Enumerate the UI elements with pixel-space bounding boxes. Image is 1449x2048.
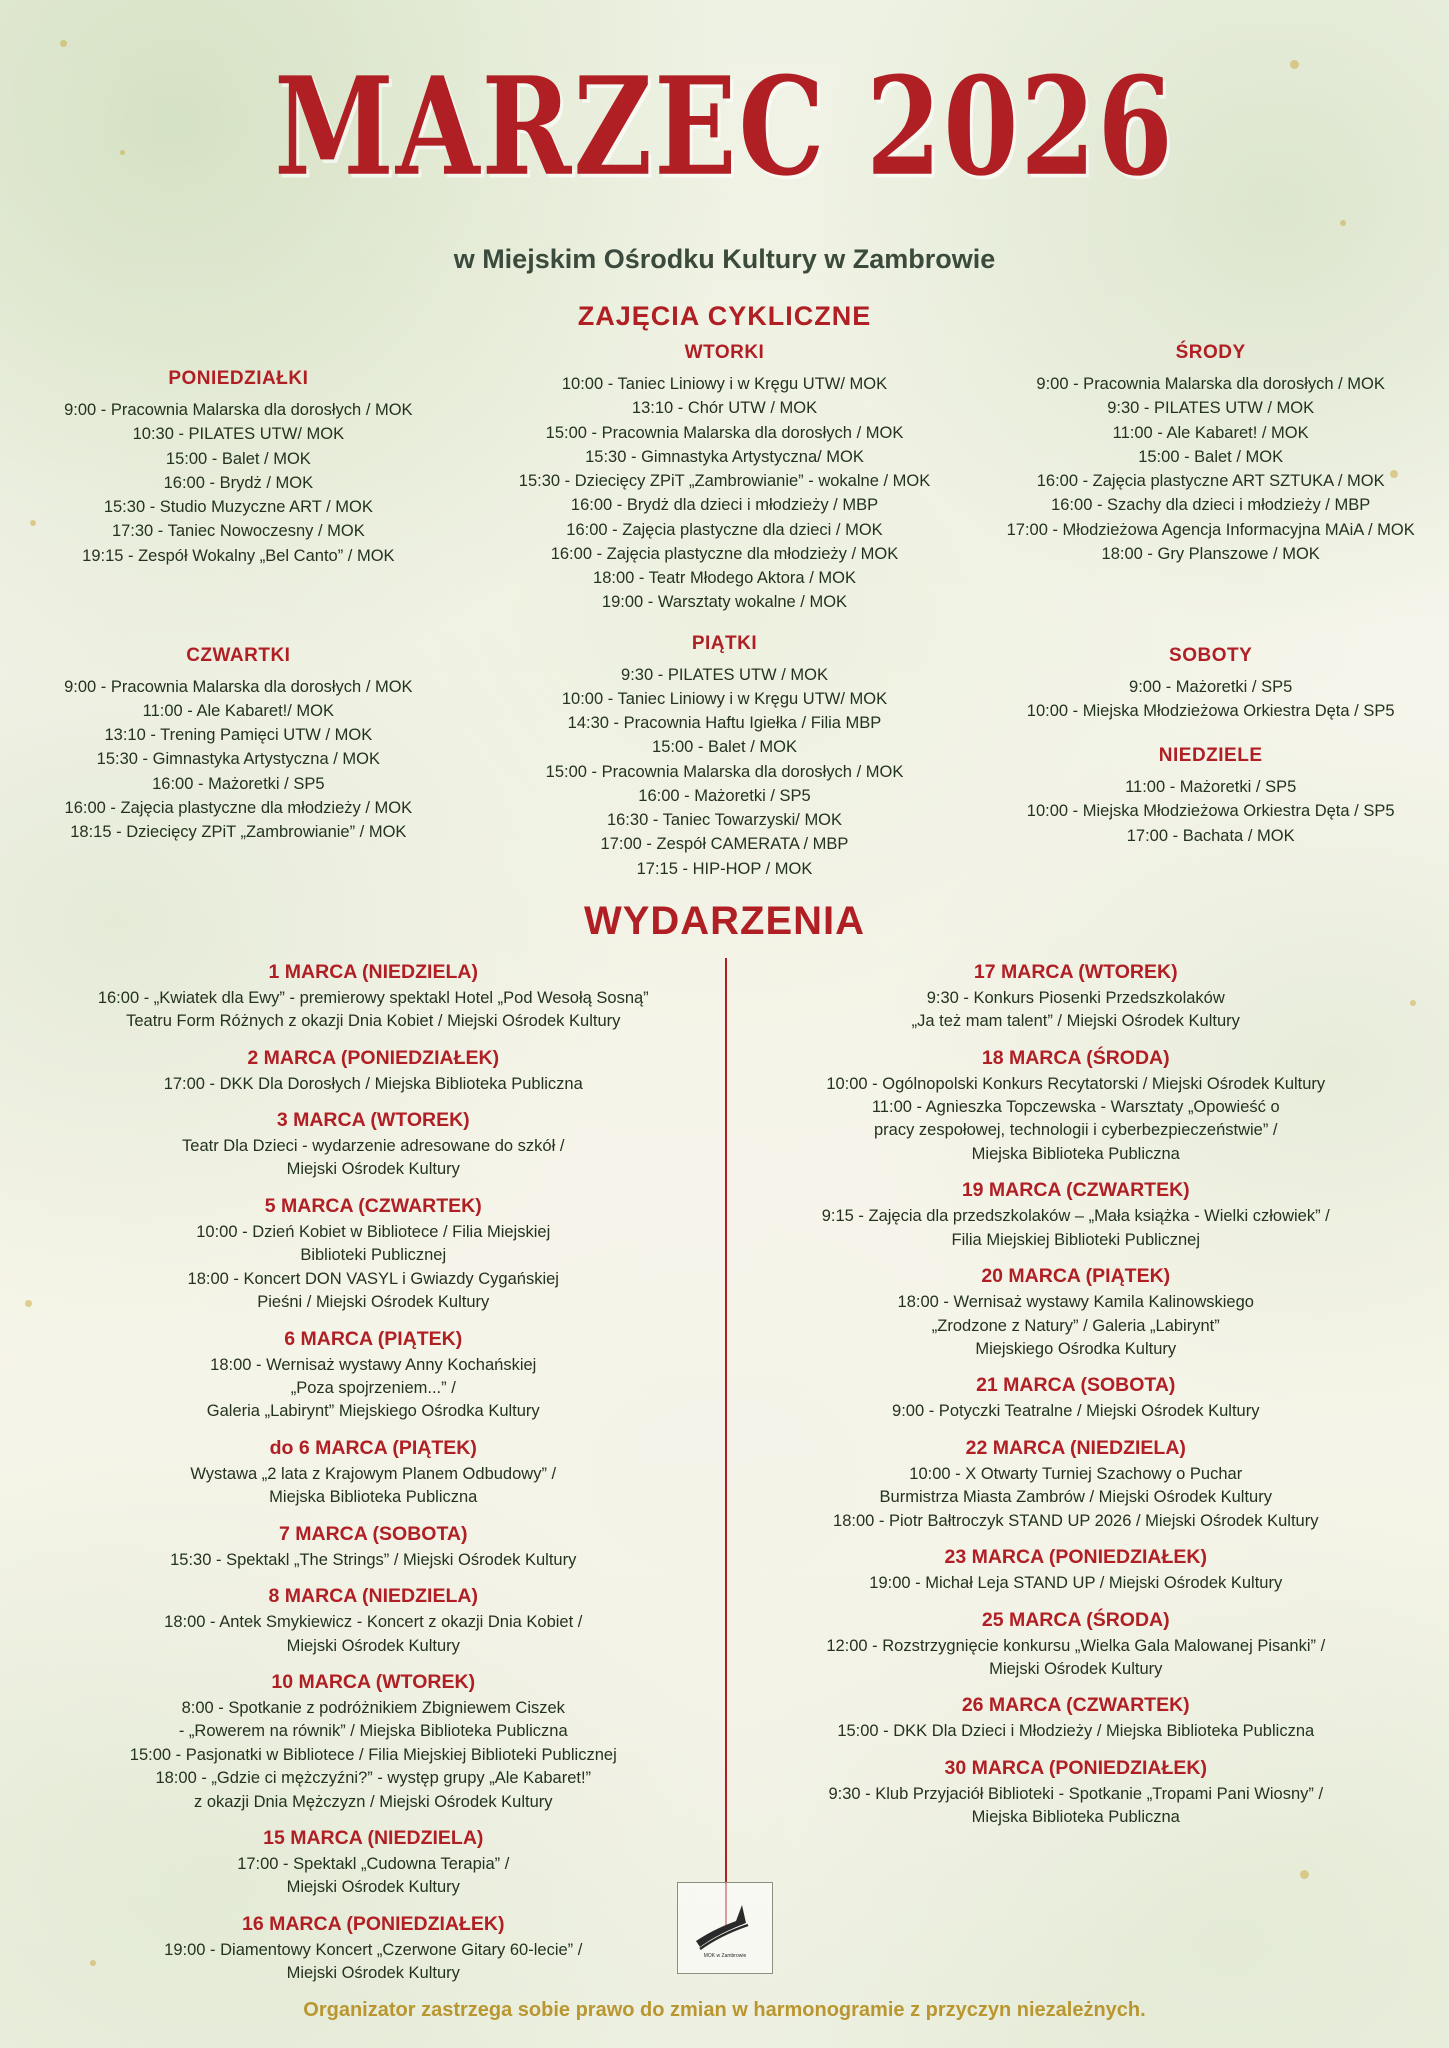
event-details bbox=[40, 1611, 707, 1658]
day-item: 11:00 - Ale Kabaret!/ MOK bbox=[142, 701, 335, 720]
event-line: Miejskiego Ośrodka Kultury bbox=[975, 1339, 1177, 1358]
event-entry bbox=[743, 1546, 1410, 1595]
event-entry bbox=[743, 1437, 1410, 1533]
day-item: 16:00 - Zajęcia plastyczne dla dzieci / MOK bbox=[566, 520, 883, 539]
event-details bbox=[743, 1073, 1410, 1167]
day-item: 10:00 - Taniec Liniowy i w Kręgu UTW/ MOK bbox=[561, 375, 888, 393]
day-item: 16:00 - Mażoretki / SP5 bbox=[152, 774, 325, 793]
event-details bbox=[743, 1572, 1410, 1595]
cyclic-weekend-group bbox=[1002, 633, 1419, 848]
event-details bbox=[743, 1400, 1410, 1423]
event-line: 17:00 - Spektakl „Cudowna Terapia” / bbox=[237, 1855, 510, 1874]
event-details bbox=[40, 1135, 707, 1182]
day-item: 16:00 - Brydż dla dzieci i młodzieży / MBP bbox=[570, 496, 879, 515]
event-line: 9:15 - Zajęcia dla przedszkolaków – „Mała książka - Wielki człowiek” / bbox=[821, 1207, 1330, 1226]
day-item: 16:00 - Brydż / MOK bbox=[163, 473, 314, 492]
event-line: 9:00 - Potyczki Teatralne / Miejski Ośrodek Kultury bbox=[892, 1402, 1260, 1421]
event-line: 8:00 - Spotkanie z podróżnikiem Zbigniewem Ciszek bbox=[181, 1698, 565, 1717]
column-divider bbox=[725, 958, 727, 1926]
day-item: 19:15 - Zespół Wokalny „Bel Canto” / MOK bbox=[82, 546, 395, 565]
event-details bbox=[40, 1221, 707, 1315]
event-line: Miejski Ośrodek Kultury bbox=[989, 1659, 1163, 1678]
event-details bbox=[40, 1463, 707, 1510]
event-line: 15:00 - DKK Dla Dzieci i Młodzieży / Miejska Biblioteka Publiczna bbox=[837, 1722, 1315, 1741]
event-line: Miejska Biblioteka Publiczna bbox=[971, 1808, 1180, 1827]
cyclic-day-niedziele bbox=[1002, 745, 1419, 848]
event-date: 7 MARCA (SOBOTA) bbox=[279, 1522, 468, 1545]
event-line: Miejski Ośrodek Kultury bbox=[286, 1636, 460, 1655]
day-title: WTORKI bbox=[684, 342, 765, 363]
day-item: 19:00 - Warsztaty wokalne / MOK bbox=[601, 593, 848, 612]
day-item: 15:00 - Balet / MOK bbox=[652, 738, 797, 757]
event-date: 18 MARCA (ŚRODA) bbox=[981, 1046, 1170, 1069]
cyclic-day-wtorki bbox=[447, 342, 1003, 615]
day-items bbox=[30, 675, 447, 845]
cyclic-activities-section bbox=[0, 342, 1449, 881]
event-line: „Poza spojrzeniem...” / bbox=[290, 1378, 456, 1397]
event-entry bbox=[40, 1047, 707, 1096]
event-details bbox=[743, 1205, 1410, 1252]
event-line: 18:00 - Wernisaż wystawy Anny Kochańskiej bbox=[210, 1355, 537, 1374]
event-date: 23 MARCA (PONIEDZIAŁEK) bbox=[944, 1546, 1208, 1569]
event-date: 16 MARCA (PONIEDZIAŁEK) bbox=[241, 1912, 505, 1935]
event-line: 18:00 - Koncert DON VASYL i Gwiazdy Cygańskiej bbox=[187, 1269, 559, 1288]
day-item: 17:00 - Zespół CAMERATA / MBP bbox=[600, 835, 849, 854]
event-date: 10 MARCA (WTOREK) bbox=[271, 1670, 476, 1693]
event-line: 15:00 - Pasjonatki w Bibliotece / Filia Miejskiej Biblioteki Publicznej bbox=[129, 1745, 617, 1764]
day-item: 10:30 - PILATES UTW/ MOK bbox=[132, 425, 345, 444]
day-item: 10:00 - Taniec Liniowy i w Kręgu UTW/ MOK bbox=[561, 689, 888, 708]
event-date: 17 MARCA (WTOREK) bbox=[973, 960, 1178, 983]
event-line: Pieśni / Miejski Ośrodek Kultury bbox=[257, 1293, 490, 1312]
event-line: Miejski Ośrodek Kultury bbox=[286, 1964, 460, 1983]
event-date: 15 MARCA (NIEDZIELA) bbox=[263, 1827, 484, 1850]
event-details bbox=[40, 1939, 707, 1986]
event-details bbox=[40, 1073, 707, 1096]
day-title: NIEDZIELE bbox=[1158, 745, 1263, 766]
event-line: 18:00 - Antek Smykiewicz - Koncert z okazji Dnia Kobiet / bbox=[164, 1613, 583, 1632]
event-line: Miejska Biblioteka Publiczna bbox=[269, 1488, 478, 1507]
day-items bbox=[1002, 775, 1419, 848]
page-title: MARZEC 2026 bbox=[274, 48, 1175, 207]
event-date: 5 MARCA (CZWARTEK) bbox=[264, 1194, 482, 1217]
cyclic-day-soboty bbox=[1002, 645, 1419, 724]
day-item: 16:00 - Zajęcia plastyczne dla młodzieży / MOK bbox=[64, 798, 413, 817]
day-item: 17:00 - Bachata / MOK bbox=[1126, 826, 1295, 845]
event-entry bbox=[40, 1913, 707, 1986]
event-date: 6 MARCA (PIĄTEK) bbox=[284, 1327, 463, 1350]
day-item: 10:00 - Miejska Młodzieżowa Orkiestra Dęta / SP5 bbox=[1026, 701, 1395, 720]
event-line: Galeria „Labirynt” Miejskiego Ośrodka Kultury bbox=[206, 1402, 540, 1421]
event-date: do 6 MARCA (PIĄTEK) bbox=[269, 1436, 477, 1459]
event-date: 21 MARCA (SOBOTA) bbox=[976, 1374, 1176, 1397]
cyclic-day-srody bbox=[1002, 342, 1419, 566]
event-entry bbox=[40, 1195, 707, 1315]
day-item: 11:00 - Mażoretki / SP5 bbox=[1125, 778, 1297, 796]
event-line: Teatru Form Różnych z okazji Dnia Kobiet / Miejski Ośrodek Kultury bbox=[126, 1012, 621, 1031]
day-items bbox=[447, 663, 1003, 881]
event-entry bbox=[40, 1827, 707, 1900]
event-date: 22 MARCA (NIEDZIELA) bbox=[965, 1436, 1186, 1459]
event-line: „Zrodzone z Natury” / Galeria „Labirynt” bbox=[931, 1316, 1220, 1335]
event-entry bbox=[743, 1179, 1410, 1252]
event-details bbox=[743, 987, 1410, 1034]
event-entry bbox=[40, 1523, 707, 1572]
event-line: 10:00 - Dzień Kobiet w Bibliotece / Filia Miejskiej bbox=[196, 1222, 551, 1241]
day-items bbox=[30, 398, 447, 568]
cyclic-row-2 bbox=[30, 633, 1419, 881]
day-title: CZWARTKI bbox=[186, 644, 291, 666]
day-item: 17:15 - HIP-HOP / MOK bbox=[636, 859, 813, 878]
day-item: 10:00 - Miejska Młodzieżowa Orkiestra Dęta / SP5 bbox=[1026, 802, 1395, 821]
event-entry bbox=[743, 1757, 1410, 1830]
day-item: 17:00 - Młodzieżowa Agencja Informacyjna MAiA / MOK bbox=[1006, 520, 1415, 539]
events-section bbox=[0, 948, 1449, 1986]
event-line: Wystawa „2 lata z Krajowym Planem Odbudowy” / bbox=[190, 1464, 557, 1483]
event-date: 19 MARCA (CZWARTEK) bbox=[961, 1179, 1190, 1202]
event-line: - „Rowerem na równik” / Miejska Biblioteka Publiczna bbox=[178, 1722, 568, 1741]
cyclic-row-1 bbox=[30, 342, 1419, 615]
event-line: 15:30 - Spektakl „The Strings” / Miejski Ośrodek Kultury bbox=[170, 1550, 577, 1569]
day-item: 15:00 - Pracownia Malarska dla dorosłych / MOK bbox=[545, 762, 904, 781]
event-date: 26 MARCA (CZWARTEK) bbox=[961, 1694, 1190, 1717]
event-line: 10:00 - Ogólnopolski Konkurs Recytatorski / Miejski Ośrodek Kultury bbox=[826, 1074, 1326, 1093]
event-date: 3 MARCA (WTOREK) bbox=[276, 1109, 470, 1132]
event-details bbox=[743, 1635, 1410, 1682]
event-date: 1 MARCA (NIEDZIELA) bbox=[268, 960, 478, 983]
event-line: 9:30 - Klub Przyjaciół Biblioteki - Spotkanie „Tropami Pani Wiosny” / bbox=[828, 1784, 1324, 1803]
event-entry bbox=[40, 1109, 707, 1182]
event-line: Miejska Biblioteka Publiczna bbox=[971, 1144, 1180, 1163]
event-line: 10:00 - X Otwarty Turniej Szachowy o Puchar bbox=[909, 1464, 1243, 1483]
day-item: 15:00 - Balet / MOK bbox=[1138, 447, 1284, 466]
day-item: 18:00 - Gry Planszowe / MOK bbox=[1101, 544, 1320, 563]
mok-logo-icon bbox=[690, 1897, 760, 1959]
event-line: 18:00 - Wernisaż wystawy Kamila Kalinowskiego bbox=[897, 1293, 1254, 1312]
events-section-heading: WYDARZENIA bbox=[583, 898, 866, 943]
event-details bbox=[743, 1783, 1410, 1830]
day-item: 17:30 - Taniec Nowoczesny / MOK bbox=[111, 522, 365, 541]
day-item: 9:00 - Pracownia Malarska dla dorosłych / MOK bbox=[64, 401, 413, 419]
day-item: 16:30 - Taniec Towarzyski/ MOK bbox=[606, 811, 843, 829]
event-details bbox=[40, 987, 707, 1034]
event-line: z okazji Dnia Mężczyzn / Miejski Ośrodek Kultury bbox=[193, 1792, 553, 1811]
footer-disclaimer: Organizator zastrzega sobie prawo do zmian w harmonogramie z przyczyn niezależnych. bbox=[303, 1999, 1146, 2021]
event-entry bbox=[40, 1437, 707, 1510]
day-title: PIĄTKI bbox=[691, 632, 758, 654]
day-item: 18:00 - Teatr Młodego Aktora / MOK bbox=[593, 569, 856, 587]
event-line: Burmistrza Miasta Zambrów / Miejski Ośrodek Kultury bbox=[879, 1488, 1272, 1507]
event-line: 19:00 - Michał Leja STAND UP / Miejski Ośrodek Kultury bbox=[869, 1574, 1283, 1593]
day-item: 13:10 - Trening Pamięci UTW / MOK bbox=[104, 726, 373, 744]
event-details bbox=[40, 1697, 707, 1814]
event-details bbox=[40, 1354, 707, 1424]
cyclic-day-piatki bbox=[447, 633, 1003, 881]
day-item: 9:00 - Pracownia Malarska dla dorosłych / MOK bbox=[1036, 375, 1385, 393]
event-line: 18:00 - Piotr Bałtroczyk STAND UP 2026 / Miejski Ośrodek Kultury bbox=[833, 1511, 1319, 1530]
event-details bbox=[40, 1549, 707, 1572]
event-entry bbox=[40, 1585, 707, 1658]
event-line: 11:00 - Agnieszka Topczewska - Warsztaty „Opowieść o bbox=[871, 1098, 1280, 1117]
event-line: Teatr Dla Dzieci - wydarzenie adresowane do szkół / bbox=[182, 1137, 565, 1156]
day-item: 9:30 - PILATES UTW / MOK bbox=[1107, 399, 1315, 418]
organizer-logo bbox=[677, 1882, 773, 1974]
event-date: 8 MARCA (NIEDZIELA) bbox=[268, 1585, 478, 1608]
day-title: ŚRODY bbox=[1175, 342, 1246, 363]
event-entry bbox=[40, 1671, 707, 1814]
day-item: 18:15 - Dziecięcy ZPiT „Zambrowianie” / MOK bbox=[70, 823, 407, 841]
day-title: SOBOTY bbox=[1169, 644, 1253, 666]
event-line: Miejski Ośrodek Kultury bbox=[286, 1160, 460, 1179]
event-details bbox=[40, 1853, 707, 1900]
event-entry bbox=[40, 1328, 707, 1424]
event-line: 19:00 - Diamentowy Koncert „Czerwone Gitary 60-lecie” / bbox=[164, 1940, 583, 1959]
day-item: 16:00 - Szachy dla dzieci i młodzieży / MBP bbox=[1051, 496, 1371, 515]
events-column-right bbox=[725, 948, 1428, 1986]
day-item: 9:30 - PILATES UTW / MOK bbox=[621, 665, 828, 684]
event-date: 2 MARCA (PONIEDZIAŁEK) bbox=[247, 1046, 500, 1069]
event-entry bbox=[40, 961, 707, 1034]
page-subtitle: w Miejskim Ośrodku Kultury w Zambrowie bbox=[453, 244, 996, 274]
cyclic-day-poniedzialki bbox=[30, 342, 447, 568]
event-line: 17:00 - DKK Dla Dorosłych / Miejska Biblioteka Publiczna bbox=[163, 1074, 583, 1093]
event-entry bbox=[743, 1265, 1410, 1361]
logo-caption: MOK w Zambrowie bbox=[703, 1953, 746, 1959]
day-items bbox=[447, 372, 1003, 615]
event-line: Filia Miejskiej Biblioteki Publicznej bbox=[951, 1230, 1200, 1249]
day-item: 16:00 - Zajęcia plastyczne dla młodzieży / MOK bbox=[550, 544, 899, 563]
day-item: 15:30 - Gimnastyka Artystyczna / MOK bbox=[96, 750, 381, 769]
day-item: 15:30 - Dziecięcy ZPiT „Zambrowianie” - wokalne / MOK bbox=[518, 472, 931, 490]
event-entry bbox=[743, 1694, 1410, 1743]
event-line: 18:00 - „Gdzie ci mężczyźni?” - występ grupy „Ale Kabaret!” bbox=[155, 1769, 592, 1788]
event-date: 25 MARCA (ŚRODA) bbox=[981, 1608, 1170, 1631]
event-details bbox=[743, 1720, 1410, 1743]
day-item: 15:00 - Pracownia Malarska dla dorosłych / MOK bbox=[545, 423, 904, 442]
cyclic-section-heading: ZAJĘCIA CYKLICZNE bbox=[577, 301, 872, 331]
event-details bbox=[743, 1463, 1410, 1533]
event-line: 16:00 - „Kwiatek dla Ewy” - premierowy spektakl Hotel „Pod Wesołą Sosną” bbox=[97, 988, 649, 1007]
day-item: 9:00 - Mażoretki / SP5 bbox=[1129, 677, 1293, 696]
day-item: 15:00 - Balet / MOK bbox=[165, 449, 311, 468]
event-line: „Ja też mam talent” / Miejski Ośrodek Kultury bbox=[911, 1012, 1240, 1031]
event-line: pracy zespołowej, technologii i cyberbezpieczeństwie” / bbox=[873, 1121, 1278, 1140]
day-item: 16:00 - Mażoretki / SP5 bbox=[638, 786, 811, 805]
event-entry bbox=[743, 961, 1410, 1034]
day-item: 13:10 - Chór UTW / MOK bbox=[631, 399, 818, 418]
event-line: Biblioteki Publicznej bbox=[300, 1246, 447, 1265]
day-item: 11:00 - Ale Kabaret! / MOK bbox=[1112, 423, 1309, 442]
day-item: 15:30 - Gimnastyka Artystyczna/ MOK bbox=[585, 447, 864, 466]
event-date: 30 MARCA (PONIEDZIAŁEK) bbox=[944, 1756, 1208, 1779]
event-line: 9:30 - Konkurs Piosenki Przedszkolaków bbox=[926, 988, 1225, 1007]
day-title: PONIEDZIAŁKI bbox=[168, 368, 309, 389]
day-item: 15:30 - Studio Muzyczne ART / MOK bbox=[103, 498, 373, 516]
cyclic-day-czwartki bbox=[30, 633, 447, 845]
day-item: 9:00 - Pracownia Malarska dla dorosłych / MOK bbox=[64, 677, 413, 696]
event-line: Miejski Ośrodek Kultury bbox=[286, 1878, 460, 1897]
decorative-speck bbox=[1340, 220, 1346, 226]
event-entry bbox=[743, 1047, 1410, 1167]
events-column-left bbox=[22, 948, 725, 1986]
day-items bbox=[1002, 372, 1419, 566]
event-details bbox=[743, 1291, 1410, 1361]
day-items bbox=[1002, 675, 1419, 724]
day-item: 14:30 - Pracownia Haftu Igiełka / Filia MBP bbox=[567, 714, 882, 732]
event-entry bbox=[743, 1609, 1410, 1682]
event-line: 12:00 - Rozstrzygnięcie konkursu „Wielka Gala Malowanej Pisanki” / bbox=[826, 1636, 1326, 1655]
day-item: 16:00 - Zajęcia plastyczne ART SZTUKA / MOK bbox=[1036, 472, 1385, 490]
event-date: 20 MARCA (PIĄTEK) bbox=[981, 1265, 1171, 1288]
event-entry bbox=[743, 1374, 1410, 1423]
